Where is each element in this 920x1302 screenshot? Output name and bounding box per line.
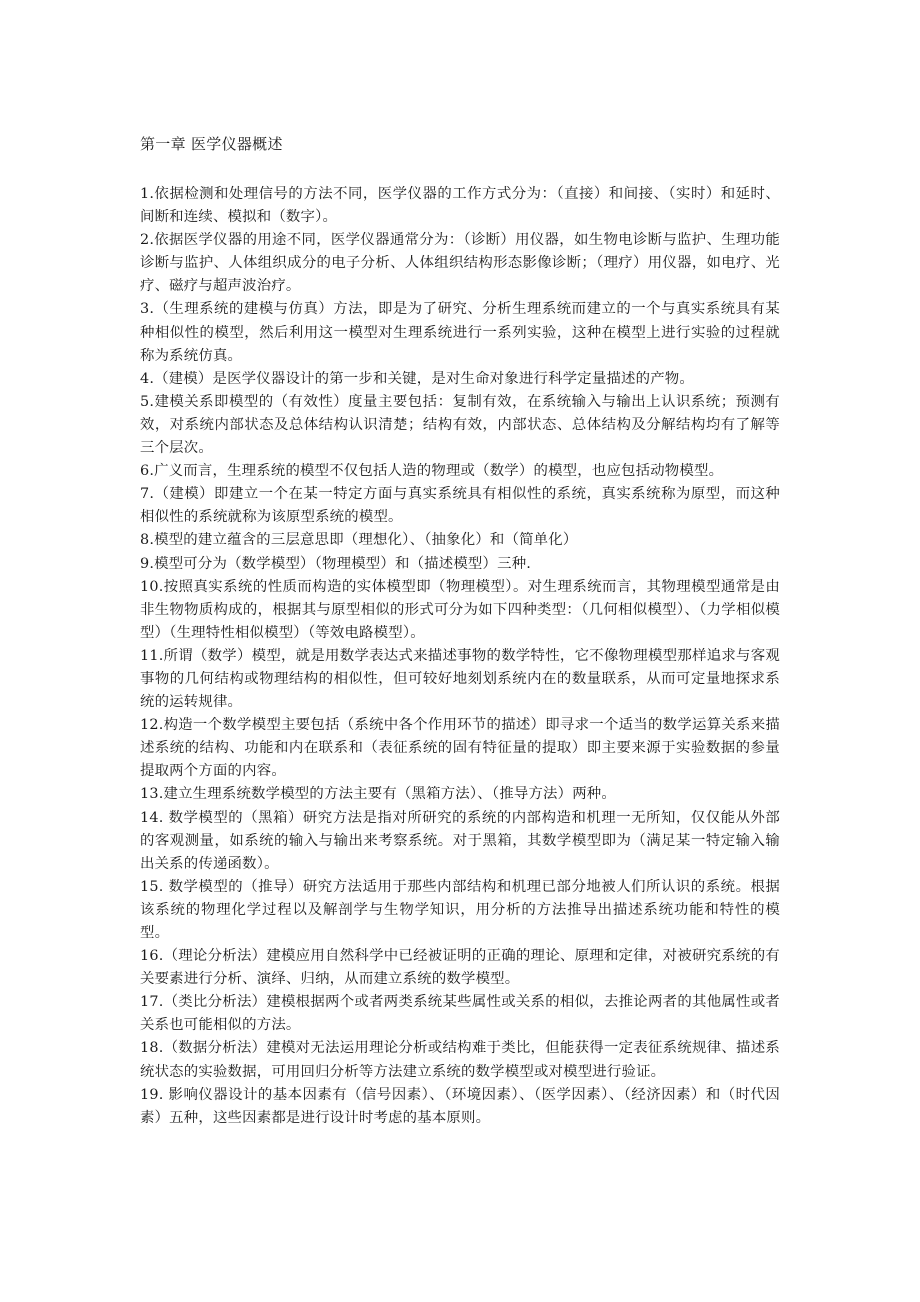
chapter-title: 第一章 医学仪器概述 — [140, 135, 283, 153]
question-item-10: 10.按照真实系统的性质而构造的实体模型即（物理模型）。对生理系统而言，其物理模型通常是由非生物物质构成的，根据其与原型相似的形式可分为如下四种类型：（几何相似模型）、（力学相似模型）（生理特性相似模型）（等效电路模型）。 — [140, 578, 780, 641]
question-item-8: 8.模型的建立蕴含的三层意思即（理想化）、（抽象化）和（简单化） — [140, 532, 578, 549]
question-item-14: 14. 数学模型的（黑箱）研究方法是指对所研究的系统的内部构造和机理一无所知，仅仅能从外部的客观测量，如系统的输入与输出来考察系统。对于黑箱，其数学模型即为（满足某一特定输入输出关系的传递函数）。 — [140, 809, 780, 872]
question-item-9: 9.模型可分为（数学模型）（物理模型）和（描述模型）三种. — [140, 555, 532, 572]
question-item-7: 7.（建模）即建立一个在某一特定方面与真实系统具有相似性的系统，真实系统称为原型，而这种相似性的系统就称为该原型系统的模型。 — [140, 486, 780, 526]
question-item-12: 12.构造一个数学模型主要包括（系统中各个作用环节的描述）即寻求一个适当的数学运算关系来描述系统的结构、功能和内在联系和（表征系统的固有特征量的提取）即主要来源于实验数据的参量提取两个方面的内容。 — [140, 717, 780, 780]
document-page — [140, 132, 780, 1130]
question-item-16: 16.（理论分析法）建模应用自然科学中已经被证明的正确的理论、原理和定律，对被研究系统的有关要素进行分析、演绎、归纳，从而建立系统的数学模型。 — [140, 948, 780, 988]
question-item-1: 1.依据检测和处理信号的方法不同，医学仪器的工作方式分为：（直接）和间接、（实时）和延时、间断和连续、模拟和（数字）。 — [140, 186, 780, 226]
question-item-19: 19. 影响仪器设计的基本因素有（信号因素）、（环境因素）、（医学因素）、（经济因素）和（时代因素）五种，这些因素都是进行设计时考虑的基本原则。 — [140, 1086, 780, 1126]
question-item-18: 18.（数据分析法）建模对无法运用理论分析或结构难于类比，但能获得一定表征系统规律、描述系统状态的实验数据，可用回归分析等方法建立系统的数学模型或对模型进行验证。 — [140, 1040, 780, 1080]
question-item-2: 2.依据医学仪器的用途不同，医学仪器通常分为：（诊断）用仪器，如生物电诊断与监护、生理功能诊断与监护、人体组织成分的电子分析、人体组织结构形态影像诊断；（理疗）用仪器，如电疗、光疗、磁疗与超声波治疗。 — [140, 232, 780, 295]
question-item-5: 5.建模关系即模型的（有效性）度量主要包括：复制有效，在系统输入与输出上认识系统；预测有效，对系统内部状态及总体结构认识清楚；结构有效，内部状态、总体结构及分解结构均有了解等三个层次。 — [140, 393, 780, 457]
question-item-15: 15. 数学模型的（推导）研究方法适用于那些内部结构和机理已部分地被人们所认识的系统。根据该系统的物理化学过程以及解剖学与生物学知识，用分析的方法推导出描述系统功能和特性的模型。 — [140, 878, 780, 941]
question-list — [140, 183, 780, 1130]
question-item-13: 13.建立生理系统数学模型的方法主要有（黑箱方法）、（推导方法）两种。 — [140, 786, 616, 803]
question-item-3: 3.（生理系统的建模与仿真）方法，即是为了研究、分析生理系统而建立的一个与真实系统具有某种相似性的模型，然后利用这一模型对生理系统进行一系列实验，这种在模型上进行实验的过程就称为系统仿真。 — [140, 301, 780, 364]
question-item-17: 17.（类比分析法）建模根据两个或者两类系统某些属性或关系的相似，去推论两者的其他属性或者关系也可能相似的方法。 — [140, 994, 780, 1034]
question-item-11: 11.所谓（数学）模型，就是用数学表达式来描述事物的数学特性，它不像物理模型那样追求与客观事物的几何结构或物理结构的相似性，但可较好地刻划系统内在的数量联系，从而可定量地探求系统的运转规律。 — [140, 647, 780, 711]
question-item-4: 4.（建模）是医学仪器设计的第一步和关键，是对生命对象进行科学定量描述的产物。 — [140, 370, 694, 387]
question-item-6: 6.广义而言，生理系统的模型不仅包括人造的物理或（数学）的模型，也应包括动物模型。 — [140, 463, 724, 480]
